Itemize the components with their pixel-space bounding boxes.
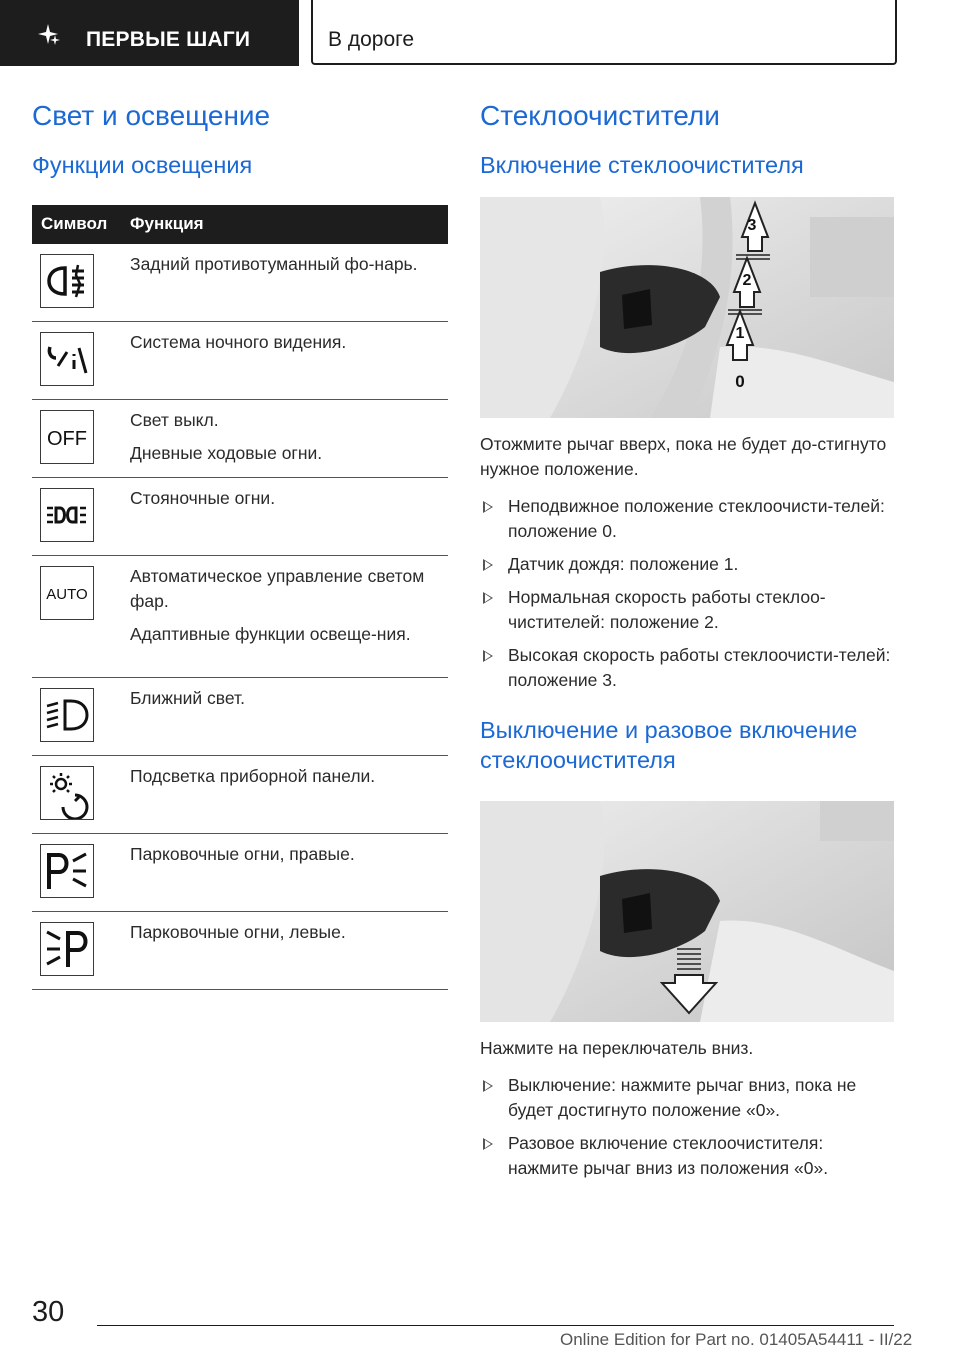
chapter-tab[interactable] [0,0,299,66]
function-line: Парковочные огни, правые. [130,844,355,864]
chapter-label: ПЕРВЫЕ ШАГИ [86,28,251,51]
function-line: Система ночного видения. [130,332,347,352]
table-row [32,678,448,756]
instrument-lighting-icon [40,766,94,820]
function-text [130,486,430,519]
function-line: Автоматическое управление светом фар. [130,566,425,611]
table-row [32,834,448,912]
off-icon [40,410,94,464]
parking-light-left-icon [40,922,94,976]
list-item-text: Нормальная скорость работы стеклоо-чистителей: положение 2. [508,587,826,632]
position-2-label: 2 [742,272,752,289]
function-text [130,842,430,875]
section-label: В дороге [328,28,415,51]
section-tab[interactable] [311,0,897,65]
page-header [0,0,960,68]
function-text [130,920,430,953]
table-row [32,756,448,834]
list-item [480,643,896,693]
wiper-off-list [480,1073,896,1181]
column-header-function: Функция [130,214,204,233]
list-item [480,585,896,635]
list-item-text: Датчик дождя: положение 1. [508,554,739,574]
left-column [32,96,448,942]
table-row [32,400,448,478]
function-text [130,686,430,719]
instruction-text-down: Нажмите на переключатель вниз. [480,1038,754,1058]
function-line: Стояночные огни. [130,488,276,508]
function-line: Ближний свет. [130,688,245,708]
wiper-lever-up-photo [480,197,894,418]
list-item [480,552,896,577]
function-text [130,764,430,797]
wipers-title: Стеклоочистители [480,100,720,131]
low-beam-icon [40,688,94,742]
position-1-label: 1 [735,325,745,342]
list-item-text: Высокая скорость работы стеклоочисти-телей: положение 3. [508,645,891,690]
list-item [480,1073,896,1123]
parking-lights-icon [40,488,94,542]
bullet-triangle-icon [483,650,493,662]
bullet-triangle-icon [483,1080,493,1092]
position-0-label: 0 [735,372,745,391]
function-text [130,252,430,285]
section-subtitle: Функции освещения [32,152,253,178]
list-item-text: Выключение: нажмите рычаг вниз, пока не будет достигнуто положение «0». [508,1075,857,1120]
rear-fog-light-icon [40,254,94,308]
auto-icon-label: AUTO [46,586,88,603]
function-line: Дневные ходовые огни. [130,443,323,463]
lighting-functions-table [32,205,448,990]
bullet-triangle-icon [483,592,493,604]
list-item-text: Разовое включение стеклоочистителя: нажмите рычаг вниз из положения «0». [508,1133,829,1178]
column-header-symbol: Символ [41,214,108,233]
edition-note: Online Edition for Part no. 01405A54411 - II/22 [560,1330,913,1349]
right-column [480,96,896,1189]
wiper-positions-list [480,494,896,693]
function-line: Подсветка приборной панели. [130,766,376,786]
page-number: 30 [32,1296,65,1328]
function-line: Задний противотуманный фо-нарь. [130,254,418,274]
night-vision-icon [40,332,94,386]
off-icon-label: OFF [47,428,87,450]
table-header [32,205,448,244]
function-line: Свет выкл. [130,410,219,430]
position-3-label: 3 [747,217,757,234]
footer-divider [97,1325,894,1326]
wipers-off-subtitle: Выключение и разовое включение стеклоочистителя [480,717,858,773]
bullet-triangle-icon [483,559,493,571]
function-text [130,408,430,474]
function-line: Адаптивные функции освеще-ния. [130,624,411,644]
function-text [130,330,430,363]
table-row [32,244,448,322]
list-item [480,494,896,544]
bullet-triangle-icon [483,501,493,513]
table-row [32,478,448,556]
parking-light-right-icon [40,844,94,898]
section-title: Свет и освещение [32,100,271,131]
table-row [32,912,448,990]
wipers-on-subtitle: Включение стеклоочистителя [480,152,804,178]
sparkle-icon [38,22,62,46]
list-item [480,1131,896,1181]
list-item-text: Неподвижное положение стеклоочисти-телей: положение 0. [508,496,885,541]
table-row [32,556,448,678]
bullet-triangle-icon [483,1138,493,1150]
function-line: Парковочные огни, левые. [130,922,346,942]
auto-headlights-icon [40,566,94,620]
table-row [32,322,448,400]
instruction-text: Отожмите рычаг вверх, пока не будет до-стигнуто нужное положение. [480,434,887,479]
function-text [130,564,430,655]
wiper-lever-down-photo [480,801,894,1022]
